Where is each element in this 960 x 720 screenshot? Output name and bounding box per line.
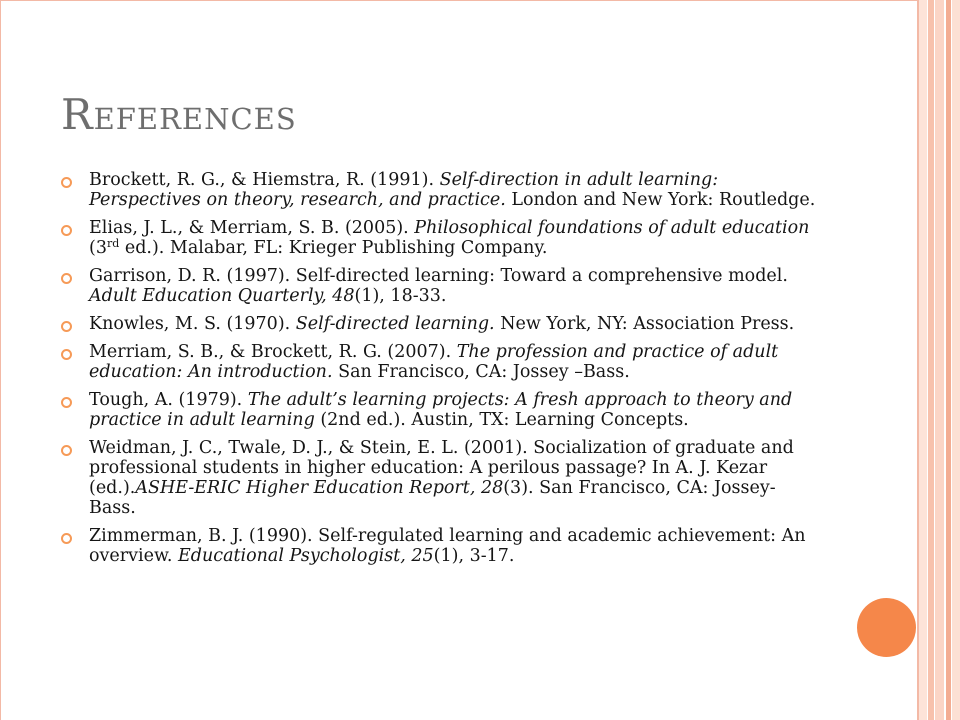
reference-list <box>60 170 820 574</box>
reference-item <box>60 526 820 566</box>
reference-item <box>60 390 820 430</box>
reference-text: (1), 18-33. <box>354 286 447 306</box>
reference-item <box>60 170 820 210</box>
reference-title: ASHE-ERIC Higher Education Report, 28 <box>135 478 504 498</box>
decorative-stripes <box>919 0 960 720</box>
reference-text: Garrison, D. R. (1997). Self-directed learning: Toward a comprehensive model. <box>89 266 788 286</box>
reference-item <box>60 342 820 382</box>
reference-title: Educational Psychologist, 25 <box>178 546 434 566</box>
reference-title: Self-directed learning. <box>295 314 495 334</box>
reference-title: Adult Education Quarterly, 48 <box>89 286 355 306</box>
reference-text: Tough, A. (1979). <box>89 390 248 410</box>
stripe <box>946 0 951 720</box>
reference-text: (3). San Francisco, CA: Jossey-Bass. <box>89 478 776 518</box>
bullet-icon <box>61 397 72 408</box>
bullet-icon <box>61 273 72 284</box>
stripe <box>935 0 944 720</box>
accent-circle <box>857 598 916 657</box>
reference-text: ed.). Malabar, FL: Krieger Publishing Company. <box>119 238 548 258</box>
reference-text: (1), 3-17. <box>433 546 515 566</box>
slide-title: References <box>61 90 297 139</box>
reference-item <box>60 438 820 518</box>
reference-text: New York, NY: Association Press. <box>494 314 795 334</box>
reference-text: Elias, J. L., & Merriam, S. B. (2005). <box>89 218 415 238</box>
reference-text: (3 <box>89 238 107 258</box>
reference-title: Philosophical foundations of adult education <box>414 218 810 238</box>
stripe <box>928 0 934 720</box>
reference-title: Self-direction in adult learning: Perspectives on theory, research, and practice. <box>89 170 719 210</box>
reference-text: (2nd ed.). Austin, TX: Learning Concepts. <box>314 410 689 430</box>
reference-text: Weidman, J. C., Twale, D. J., & Stein, E. L. (2001). Socialization of graduate and professional students in higher education: A perilous passage? In A. J. Kezar (ed.). <box>89 438 794 498</box>
reference-text: Knowles, M. S. (1970). <box>89 314 296 334</box>
reference-text: Brockett, R. G., & Hiemstra, R. (1991). <box>89 170 440 190</box>
reference-text: Merriam, S. B., & Brockett, R. G. (2007). <box>89 342 457 362</box>
reference-item <box>60 266 820 306</box>
reference-item <box>60 314 820 334</box>
reference-text: San Francisco, CA: Jossey –Bass. <box>332 362 630 382</box>
bullet-icon <box>61 321 72 332</box>
stripe <box>919 0 927 720</box>
reference-title: The adult’s learning projects: A fresh approach to theory and practice in adult learning <box>89 390 793 430</box>
reference-superscript: rd <box>106 237 120 250</box>
reference-title: The profession and practice of adult education: An introduction. <box>89 342 779 382</box>
reference-item <box>60 218 820 258</box>
stripe <box>952 0 960 720</box>
reference-text: London and New York: Routledge. <box>505 190 816 210</box>
bullet-icon <box>61 533 72 544</box>
bullet-icon <box>61 225 72 236</box>
bullet-icon <box>61 177 72 188</box>
bullet-icon <box>61 349 72 360</box>
bullet-icon <box>61 445 72 456</box>
reference-text: Zimmerman, B. J. (1990). Self-regulated learning and academic achievement: An overview. <box>89 526 806 566</box>
